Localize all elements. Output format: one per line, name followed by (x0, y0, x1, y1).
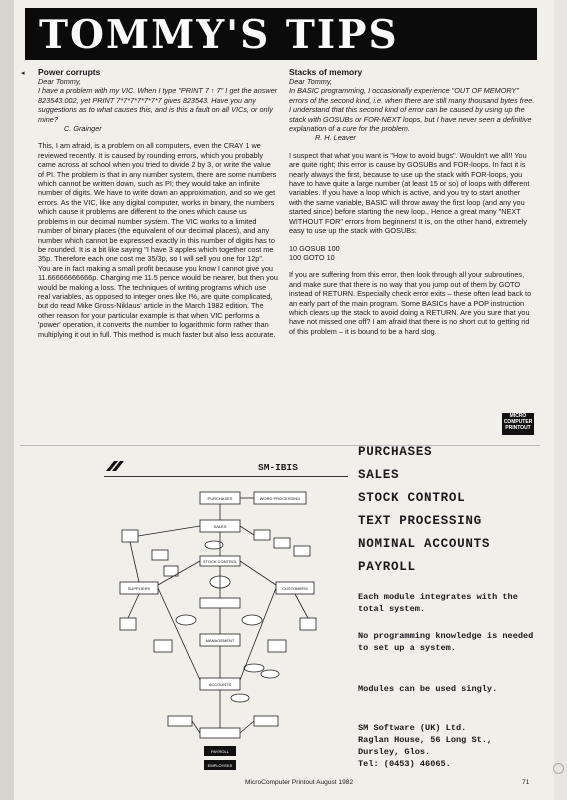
module-item: SALES (358, 468, 400, 482)
flow-label: WORD PROCESSING (259, 496, 301, 501)
module-item: TEXT PROCESSING (358, 514, 482, 528)
ad-address: SM Software (UK) Ltd. Raglan House, 56 Long St., Dursley, Glos. Tel: (0453) 46065. (358, 723, 493, 769)
letter-text: In BASIC programming, I occasionally experience "OUT OF MEMORY" errors of the second kind, i.e. when there are still many thousand bytes free. I understand that this second kind of error can be caused by using up the stack with GOSUBs or FOR-NEXT loops, but I have never seen a definitive explanation of a cure for the problem. (289, 86, 535, 134)
module-item: PURCHASES (358, 445, 433, 459)
flow-label: CUSTOMERS (282, 586, 308, 591)
letter-signature: C. Grainger (64, 124, 102, 134)
ad-rule (104, 476, 348, 477)
page-header (25, 8, 537, 60)
answer-text: This, I am afraid, is a problem on all computers, even the CRAY 1 we reviewed recently. It is caused by rounding errors, which you probably came across at school when you tried to divide 2 by 3, or write the value of PI. The problem is that in any number system, there are some numbers which cannot be written down, such as PI; they would take an infinite number of digits. We have to write down an approximation, and so we get errors. As the VIC, like any digital computer, works in binary, the numbers which cause it problems are different to the ones which cause us problems in our decimal number system. The VIC works to a limited number of binary places (the equivalent of our decimal places), and any number which cannot be expressed exactly in this number of digits has to be rounded. It is a bit like saying "I have 3 apples which together cost me 35p. Therefore each one cost me 35/3p, so I will sell you one for 12p". You are in fact making a small profit because you know I cannot give you 11.66666666666p. Charging me 11.5 pence would be nearer, but then you would be making a loss. The techniques of writing programs which use real variables, as opposed to integer ones like I%, are quite complicated, but do read Mike Gross-Niklaus' article in the March 1982 edition. The other reason for your particular example is that when VIC performs a 'power' operation, it converts the number to logarithmic form rather than multiplying it out in full. This method is much faster but also less accurate. (38, 141, 278, 339)
flow-label: STOCK CONTROL (202, 559, 238, 564)
ad-blurb: Modules can be used singly. (358, 684, 498, 694)
scan-mark-icon (553, 763, 564, 774)
bullet-icon: ◂ (21, 70, 25, 77)
flow-label: SUPPLIERS (127, 586, 151, 591)
ad-blurb: No programming knowledge is needed to set up a system. (358, 631, 534, 653)
answer-text: If you are suffering from this error, then look through all your subroutines, and make sure that there is no way that you jump out of them by GOTO instead of RETURN. Especially check error exits – these often lead back to an early part of the main program. Some BASICs have a POP instruction which clears up the stack to avoid doing a RETURN. Are you sure that you have not missed one off? I am afraid that there is no short cut to getting rid of this problem – it is bound to be a hard slog. (289, 270, 532, 336)
advertisement (28, 445, 538, 770)
flow-diagram (104, 490, 348, 778)
page-title: TOMMY'S TIPS (39, 12, 399, 58)
letter-signature: R. H. Leaver (315, 133, 356, 143)
magazine-logo: MICRO COMPUTER PRINTOUT (502, 413, 534, 435)
ad-blurb: Each module integrates with the total system. (358, 592, 518, 614)
module-item: PAYROLL (358, 560, 416, 574)
flow-label: ACCOUNTS (208, 682, 232, 687)
article-heading: Stacks of memory (289, 67, 363, 77)
flow-label: SALES (213, 524, 227, 529)
page-number: 71 (522, 779, 530, 786)
left-article (38, 67, 278, 347)
letter-salutation: Dear Tommy, (289, 77, 332, 86)
code-line: 100 GOTO 10 (289, 252, 335, 262)
letter-text: I have a problem with my VIC. When I type "PRINT 7 ↑ 7" I get the answer 823543.002, yet PRINT 7*7*7*7*7*7*7 gives 823543. Have you any suggestions as to what causes this, and is this a fault on all VICs, or only mine? (38, 86, 278, 124)
letter-salutation: Dear Tommy, (38, 77, 81, 86)
flow-label: PAYROLL (211, 749, 229, 754)
page-gutter (0, 0, 14, 800)
ad-brand: SM-IBIS (258, 462, 298, 473)
flow-label: EMPLOYEES (207, 763, 233, 768)
module-item: STOCK CONTROL (358, 491, 466, 505)
module-item: NOMINAL ACCOUNTS (358, 537, 491, 551)
flow-label: PURCHASES (207, 496, 233, 501)
module-list (358, 445, 491, 579)
article-heading: Power corrupts (38, 67, 101, 77)
sm-logo-icon (106, 461, 124, 471)
answer-text: I suspect that what you want is "How to avoid bugs". Wouldn't we all!! You are quite right; this error is cause by GOSUBs and FOR-loops. In fact it is nearly always the first, because to use up the stack with FOR-loops, you have to have quite a large number (at least 15 or so) of loops with different variables. If you have a loop which is active, and you try to start another with the same variable, BASIC will throw away the first loop (and any you started since) before starting the new loop., Hence a great many "NEXT WITHOUT FOR" errors from beginners! It is, on the other hand, extremely easy to use up the stack with GOSUBs: (289, 150, 530, 236)
code-line: 10 GOSUB 100 (289, 243, 340, 253)
page-footer: MicroComputer Printout August 1982 (245, 779, 354, 786)
flow-label: MANAGEMENT (205, 638, 235, 643)
right-article (289, 67, 535, 344)
